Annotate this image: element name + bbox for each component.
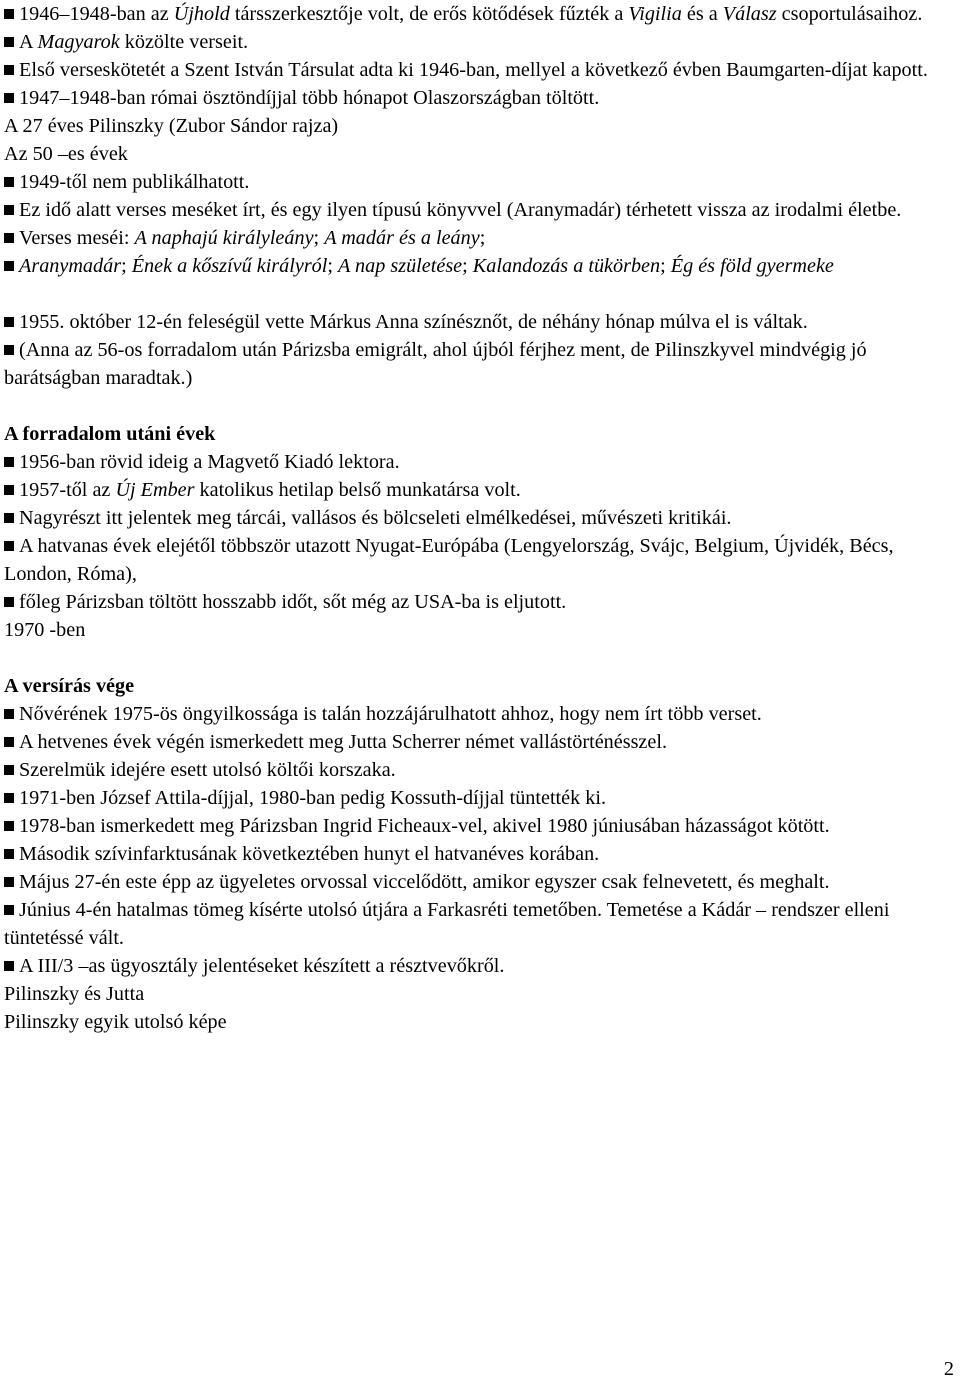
square-bullet-icon xyxy=(4,37,14,47)
paragraph-text: Május 27-én este épp az ügyeletes orvossal viccelődött, amikor egyszer csak felnevetett, és meghalt. xyxy=(19,871,830,893)
italic-title-text: Magyarok xyxy=(37,31,120,53)
square-bullet-icon xyxy=(4,597,14,607)
spacer xyxy=(4,644,940,672)
paragraph-text: 1978-ban ismerkedett meg Párizsban Ingrid Ficheaux-vel, akivel 1980 júniusában házasságot kötött. xyxy=(19,815,830,837)
paragraph-text: társszerkesztője volt, de erős kötődések fűzték a xyxy=(229,3,629,25)
paragraph-text: 1946–1948-ban az xyxy=(19,3,174,25)
text-paragraph xyxy=(4,1008,940,1036)
paragraph-text: ; xyxy=(313,227,325,249)
bullet-paragraph xyxy=(4,168,940,196)
square-bullet-icon xyxy=(4,541,14,551)
spacer xyxy=(4,280,940,308)
paragraph-text: Szerelmük idejére esett utolsó költői korszaka. xyxy=(19,759,396,781)
paragraph-text: A hatvanas évek elejétől többször utazott Nyugat-Európába (Lengyelország, Svájc, Belgium, Újvidék, Bécs, London, Róma), xyxy=(4,535,894,585)
spacer xyxy=(4,392,940,420)
paragraph-text: A xyxy=(19,31,38,53)
bullet-paragraph xyxy=(4,868,940,896)
bullet-paragraph xyxy=(4,896,940,952)
square-bullet-icon xyxy=(4,233,14,243)
paragraph-text: ; xyxy=(479,227,486,249)
paragraph-text: Pilinszky egyik utolsó képe xyxy=(4,1011,227,1033)
paragraph-text: közölte verseit. xyxy=(119,31,249,53)
paragraph-text: Az 50 –es évek xyxy=(4,143,128,165)
square-bullet-icon xyxy=(4,709,14,719)
paragraph-text: A 27 éves Pilinszky (Zubor Sándor rajza) xyxy=(4,115,339,137)
square-bullet-icon xyxy=(4,345,14,355)
paragraph-text: Verses meséi: xyxy=(19,227,135,249)
paragraph-text: és a xyxy=(681,3,723,25)
italic-title-text: Aranymadár xyxy=(19,255,122,277)
bullet-paragraph xyxy=(4,532,940,588)
square-bullet-icon xyxy=(4,317,14,327)
italic-title-text: Újhold xyxy=(173,3,230,25)
bullet-paragraph xyxy=(4,196,940,224)
paragraph-text: 1971-ben József Attila-díjjal, 1980-ban pedig Kossuth-díjjal tüntették ki. xyxy=(19,787,607,809)
paragraph-text: 1956-ban rövid ideig a Magvető Kiadó lektora. xyxy=(19,451,400,473)
square-bullet-icon xyxy=(4,93,14,103)
italic-title-text: Válasz xyxy=(722,3,777,25)
square-bullet-icon xyxy=(4,765,14,775)
document-page xyxy=(4,0,940,1036)
bullet-paragraph xyxy=(4,700,940,728)
bullet-paragraph xyxy=(4,224,940,252)
marriage-section xyxy=(4,308,940,392)
bullet-paragraph xyxy=(4,504,940,532)
paragraph-text: A hetvenes évek végén ismerkedett meg Jutta Scherrer német vallástörténésszel. xyxy=(19,731,668,753)
paragraph-text: ; xyxy=(327,255,339,277)
square-bullet-icon xyxy=(4,905,14,915)
bullet-paragraph xyxy=(4,336,940,392)
bullet-paragraph xyxy=(4,756,940,784)
bullet-paragraph xyxy=(4,84,940,112)
bullet-paragraph xyxy=(4,952,940,980)
section-heading-after-revolution: A forradalom utáni évek xyxy=(4,423,216,445)
square-bullet-icon xyxy=(4,205,14,215)
paragraph-text: (Anna az 56-os forradalom után Párizsba emigrált, ahol újból férjhez ment, de Pilinszkyvel mindvégig jó barátságban maradtak.) xyxy=(4,339,867,389)
italic-title-text: Új Ember xyxy=(115,479,195,501)
paragraph-text: Pilinszky és Jutta xyxy=(4,983,145,1005)
bullet-paragraph xyxy=(4,728,940,756)
end-of-poetry-section xyxy=(4,700,940,1036)
square-bullet-icon xyxy=(4,821,14,831)
square-bullet-icon xyxy=(4,513,14,523)
paragraph-text: Nővérének 1975-ös öngyilkossága is talán hozzájárulhatott ahhoz, hogy nem írt több verset. xyxy=(19,703,762,725)
paragraph-text: 1949-től nem publikálhatott. xyxy=(19,171,250,193)
italic-title-text: Ég és föld gyermeke xyxy=(670,255,834,277)
bullet-paragraph xyxy=(4,784,940,812)
paragraph-text: főleg Párizsban töltött hosszabb időt, sőt még az USA-ba is eljutott. xyxy=(19,591,567,613)
square-bullet-icon xyxy=(4,849,14,859)
paragraph-text: ; xyxy=(660,255,671,277)
paragraph-text: katolikus hetilap belső munkatársa volt. xyxy=(194,479,521,501)
square-bullet-icon xyxy=(4,261,14,271)
paragraph-text: Ez idő alatt verses meséket írt, és egy ilyen típusú könyvvel (Aranymadár) térhetett vissza az irodalmi életbe. xyxy=(19,199,902,221)
square-bullet-icon xyxy=(4,961,14,971)
paragraph-text: csoportulásaihoz. xyxy=(776,3,923,25)
bullet-paragraph xyxy=(4,56,940,84)
paragraph-text: Nagyrészt itt jelentek meg tárcái, vallásos és bölcseleti elmélkedései, művészeti kritikái. xyxy=(19,507,732,529)
italic-title-text: A madár és a leány xyxy=(324,227,480,249)
square-bullet-icon xyxy=(4,177,14,187)
italic-title-text: Ének a kőszívű királyról xyxy=(131,255,328,277)
italic-title-text: A nap születése xyxy=(338,255,463,277)
paragraph-text: 1955. október 12-én feleségül vette Márkus Anna színésznőt, de néhány hónap múlva el is váltak. xyxy=(19,311,808,333)
paragraph-text: A III/3 –as ügyosztály jelentéseket készített a résztvevőkről. xyxy=(19,955,505,977)
bullet-paragraph xyxy=(4,0,940,28)
italic-title-text: Kalandozás a tükörben xyxy=(472,255,661,277)
square-bullet-icon xyxy=(4,737,14,747)
text-paragraph xyxy=(4,616,940,644)
bullet-paragraph xyxy=(4,252,940,280)
paragraph-text: 1970 -ben xyxy=(4,619,86,641)
square-bullet-icon xyxy=(4,793,14,803)
page-number: 2 xyxy=(943,1358,954,1380)
paragraph-text: Június 4-én hatalmas tömeg kísérte utolsó útjára a Farkasréti temetőben. Temetése a Kádár – rendszer elleni tüntetéssé vált. xyxy=(4,899,890,949)
bullet-paragraph xyxy=(4,28,940,56)
italic-title-text: Vigilia xyxy=(628,3,682,25)
text-paragraph xyxy=(4,980,940,1008)
bullet-paragraph xyxy=(4,448,940,476)
paragraph-text: ; xyxy=(462,255,473,277)
square-bullet-icon xyxy=(4,485,14,495)
bullet-paragraph xyxy=(4,812,940,840)
bullet-paragraph xyxy=(4,588,940,616)
italic-title-text: A naphajú királyleány xyxy=(134,227,314,249)
bullet-paragraph xyxy=(4,840,940,868)
paragraph-text: Második szívinfarktusának következtében hunyt el hatvanéves korában. xyxy=(19,843,600,865)
text-paragraph xyxy=(4,112,940,140)
paragraph-text: 1947–1948-ban római ösztöndíjjal több hónapot Olaszországban töltött. xyxy=(19,87,600,109)
bullet-paragraph xyxy=(4,476,940,504)
paragraph-text: ; xyxy=(121,255,132,277)
square-bullet-icon xyxy=(4,9,14,19)
after-revolution-section xyxy=(4,448,940,644)
text-paragraph xyxy=(4,140,940,168)
paragraph-text: Első verseskötetét a Szent István Társulat adta ki 1946-ban, mellyel a következő évben Baumgarten-díjat kapott. xyxy=(19,59,928,81)
square-bullet-icon xyxy=(4,877,14,887)
section-heading-end-of-poetry: A versírás vége xyxy=(4,675,135,697)
bullet-paragraph xyxy=(4,308,940,336)
square-bullet-icon xyxy=(4,65,14,75)
paragraph-text: 1957-től az xyxy=(19,479,116,501)
intro-section xyxy=(4,0,940,280)
square-bullet-icon xyxy=(4,457,14,467)
